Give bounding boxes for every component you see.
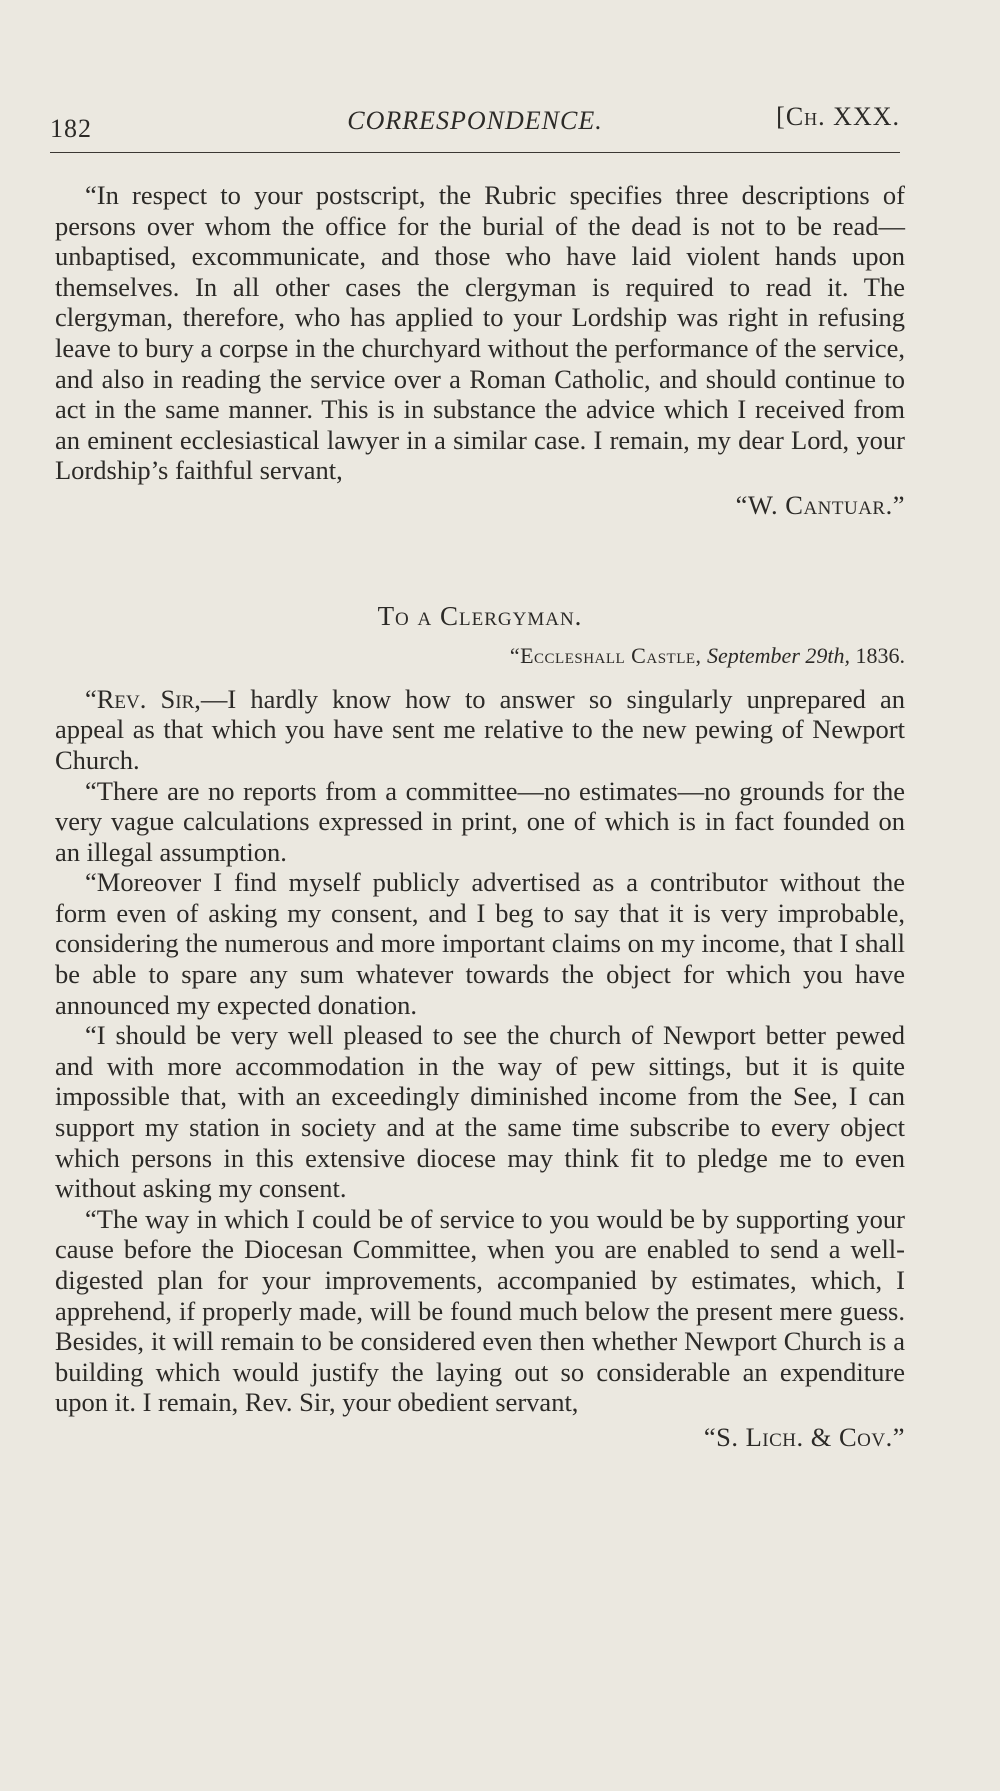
salutation: “Rev. Sir, (85, 683, 201, 714)
dateline-date: September 29th, (707, 643, 850, 669)
letter1-signature: “W. Cantuar.” (735, 489, 905, 520)
page-body (55, 180, 905, 1453)
dateline-place: “Eccleshall Castle, (509, 643, 702, 669)
letter2-dateline (55, 641, 905, 672)
letter2-paragraph: “Moreover I find myself publicly advertised as a contributor without the form even of asking my consent, and I beg to say that it is very improbable, considering the numerous and more important claims on my income, that I shall be able to spare any sum whatever towards the object for which you have announced my expected donation. (55, 867, 905, 1020)
letter1-paragraph: “In respect to your postscript, the Rubric specifies three descriptions of persons over whom the office for the burial of the dead is not to be read—unbaptised, excommunicate, and those who have laid violent hands upon themselves. In all other cases the clergyman is required to read it. The clergyman, therefore, who has applied to your Lordship was right in refusing leave to bury a corpse in the churchyard without the performance of the service, and also in reading the service over a Roman Catholic, and should continue to act in the same manner. This is in substance the advice which I received from an eminent ecclesiastical lawyer in a similar case. I remain, my dear Lord, your Lordship’s faithful servant, (55, 180, 905, 486)
letter2-paragraph: “There are no reports from a committee—no estimates—no grounds for the very vague calculations expressed in print, one of which is in fact founded on an illegal assumption. (55, 775, 905, 867)
letter2-opening-paragraph (55, 684, 905, 776)
letter2-paragraph: “The way in which I could be of service to you would be by supporting your cause before the Diocesan Committee, when you are enabled to send a well-digested plan for your improvements, accompanied by estimates, which, I apprehend, if properly made, will be found much below the present mere guess. Besides, it will remain to be considered even then whether Newport Church is a building which would justify the laying out so considerable an expenditure upon it. I remain, Rev. Sir, your obedient servant, (55, 1203, 905, 1418)
page-number: 182 (50, 114, 92, 143)
letter2-signature: “S. Lich. & Cov.” (703, 1421, 905, 1452)
running-title: CORRESPONDENCE. (347, 106, 603, 135)
dateline-year: 1836. (855, 643, 905, 669)
header-rule (50, 152, 900, 153)
letter2-paragraph: “I should be very well pleased to see the church of Newport better pewed and with more accommodation in the way of pew sittings, but it is quite impossible that, with an exceedingly diminished income from the See, I can support my station in society and at the same time subscribe to every object which persons in this extensive diocese may think fit to pledge me to even without asking my consent. (55, 1020, 905, 1204)
chapter-label: [Ch. XXX. (776, 102, 900, 131)
letter2-heading: To a Clergyman. (377, 600, 583, 631)
opening-text: —I hardly know how to answer so singularly unprepared an appeal as that which you have sent me relative to the new pewing of Newport Church. (55, 683, 905, 775)
page-header (50, 100, 900, 150)
